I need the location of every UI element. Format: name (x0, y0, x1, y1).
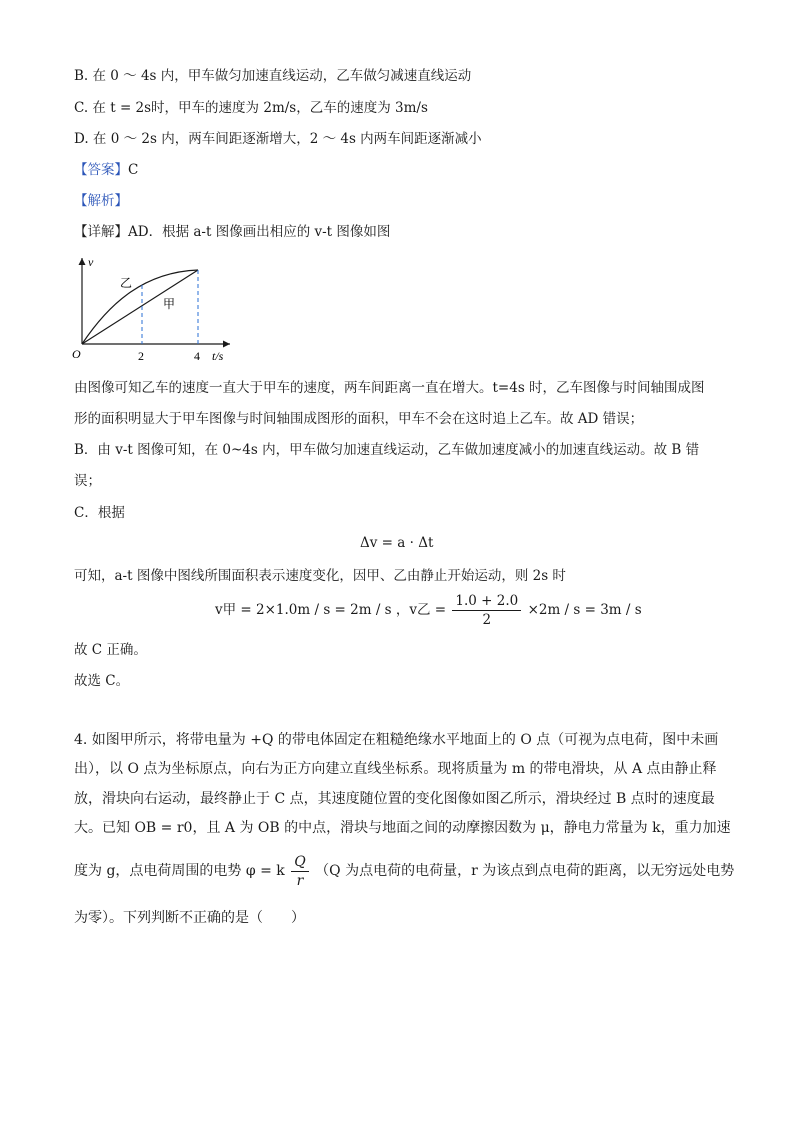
q4-line-5 (74, 852, 734, 890)
option-c: C. 在 t = 2s时，甲车的速度为 2m/s，乙车的速度为 3m/s (74, 100, 428, 116)
formula2-denominator: 2 (482, 612, 492, 628)
q4-line-3: 放，滑块向右运动，最终静止于 C 点，其速度随位置的变化图像如图乙所示，滑块经过 B 点时的速度最 (74, 791, 715, 807)
detail-tag: 【详解】 (74, 224, 128, 240)
detail-text: AD．根据 a-t 图像画出相应的 v-t 图像如图 (128, 224, 391, 240)
formula2-fraction (452, 592, 521, 629)
q4-line-6: 为零）。下列判断不正确的是（ ） (74, 910, 305, 926)
body-p3: C．根据 (74, 505, 125, 521)
body-p6: 故选 C。 (74, 673, 130, 689)
answer-value: C (128, 162, 139, 178)
potential-denominator: r (296, 872, 304, 889)
answer-line (74, 160, 138, 180)
origin-label: O (72, 347, 81, 361)
answer-tag: 【答案】 (74, 162, 128, 178)
vt-graph (70, 252, 245, 367)
formula2-right: ×2m / s = 3m / s (527, 602, 642, 618)
body-p1-l2: 形的面积明显大于甲车图像与时间轴围成图形的面积，甲车不会在这时追上乙车。故 AD 错误； (74, 411, 644, 427)
potential-numerator: Q (291, 853, 308, 872)
q4-line-5b: （Q 为点电荷的电荷量，r 为该点到点电荷的距离，以无穷远处电势 (315, 863, 735, 879)
body-p1-l1: 由图像可知乙车的速度一直大于甲车的速度，两车间距离一直在增大。t=4s 时，乙车图像与时间轴围成图 (74, 380, 705, 396)
formula2-numerator: 1.0 + 2.0 (452, 592, 521, 611)
formula-delta-v: Δv = a · Δt (360, 535, 434, 551)
analysis-line (74, 191, 128, 211)
tick-4-label: 4 (194, 349, 200, 363)
q4-line-2: 出），以 O 点为坐标原点，向右为正方向建立直线坐标系。现将质量为 m 的带电滑块，从 A 点由静止释 (74, 761, 717, 777)
q4-line-1: 4. 如图甲所示，将带电量为 +Q 的带电体固定在粗糙绝缘水平地面上的 O 点（可视为点电荷，图中未画 (74, 732, 719, 748)
formula2-left: v甲 = 2×1.0m / s = 2m / s ，v乙 = (215, 602, 447, 618)
body-p2-l2: 误； (74, 473, 101, 489)
line-jia (82, 270, 198, 344)
x-axis-label: t/s (212, 349, 224, 363)
analysis-tag: 【解析】 (74, 193, 128, 209)
formula-velocities (215, 592, 642, 629)
y-axis-label: v (88, 255, 94, 269)
body-p5: 故 C 正确。 (74, 642, 147, 658)
tick-2-label: 2 (138, 349, 144, 363)
body-p2-l1: B．由 v-t 图像可知，在 0~4s 内，甲车做匀加速直线运动，乙车做加速度减小的加速直线运动。故 B 错 (74, 442, 700, 458)
line-jia-label: 甲 (163, 297, 176, 311)
option-d: D. 在 0 ～ 2s 内，两车间距逐渐增大，2 ～ 4s 内两车间距逐渐减小 (74, 131, 482, 147)
curve-yi-label: 乙 (120, 276, 133, 290)
q4-line-4: 大。已知 OB = r0，且 A 为 OB 的中点，滑块与地面之间的动摩擦因数为 μ，静电力常量为 k，重力加速 (74, 820, 731, 836)
detail-line (74, 222, 390, 242)
q4-line-5a: 度为 g，点电荷周围的电势 φ = k (74, 863, 285, 879)
option-b: B. 在 0 ～ 4s 内，甲车做匀加速直线运动，乙车做匀减速直线运动 (74, 68, 472, 84)
potential-fraction (291, 853, 308, 890)
body-p4: 可知，a-t 图像中图线所围面积表示速度变化，因甲、乙由静止开始运动，则 2s 时 (74, 568, 566, 584)
